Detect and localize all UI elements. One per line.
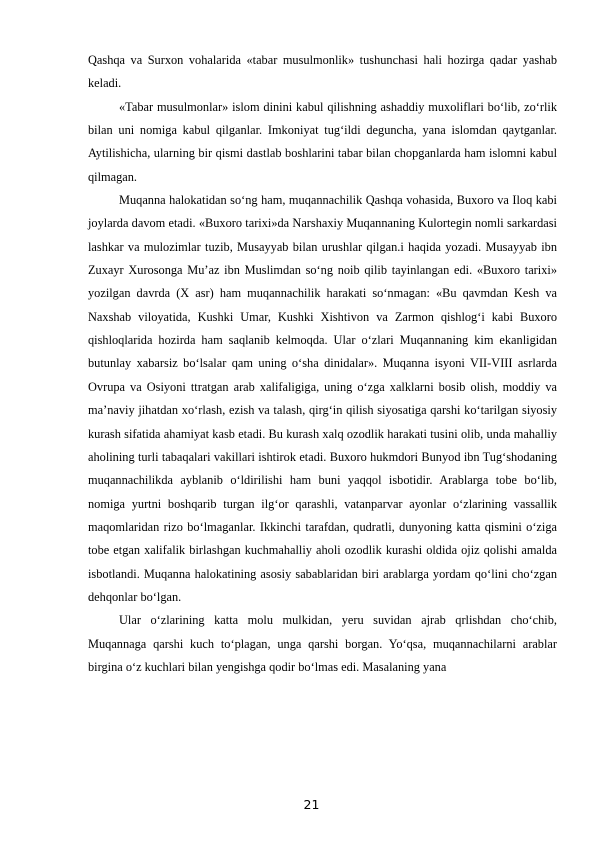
page-number: 21 xyxy=(303,797,320,812)
paragraph-continuation: Qashqa va Surxon vohalarida «tabar musulmonlik» tushunchasi hali hozirga qadar yashab keladi. xyxy=(88,53,557,91)
paragraph-muqanna-halokati: Muqanna halokatidan so‘ng ham, muqannachilik Qashqa vohasida, Buxoro va Iloq kabi joylarda davom etadi. «Buxoro tarixi»da Narshaxiy Muqannaning Kulortegin nomli sarkardasi lashkar va mulozimlar tuzib, Musayyab bilan urushlar qilgan.i haqida yozadi. Musayyab ibn Zuxayr Xurosonga Mu’az ibn Muslimdan so‘ng noib qilib tayinlangan edi. «Buxoro tarixi» yozilgan davrda (X asr) ham muqannachilik harakati so‘nmagan: «Bu qavmdan Kesh va Naxshab viloyatida, Kushki Umar, Kushki Xishtivon va Zarmon qishlog‘i kabi Buxoro qishloqlarida hozirda ham saqlanib kelmoqda. Ular o‘zlari Muqannaning kim ekanligidan butunlay xabarsiz bo‘lsalar qam uning o‘sha dinidalar». Muqanna isyoni VII-VIII asrlarda Ovrupa va Osiyoni ttratgan arab xalifaligiga, uning o‘zga xalklarni bosib olish, moddiy va ma’naviy jihatdan xo‘rlash, ezish va talash, qirg‘in qilish siyosatiga qarshi ko‘tarilgan siyosiy kurash sifatida ahamiyat kasb etadi. Bu kurash xalq ozodlik harakati tusini olib, unda mahalliy aholining turli tabaqalari vakillari ishtirok etadi. Buxoro hukmdori Bunyod ibn Tug‘shodaning muqannachilikda ayblanib o‘ldirilishi ham buni yaqqol isbotidir. Arablarga tobe bo‘lib, nomiga yurtni boshqarib turgan ilg‘or qarashli, vatanparvar ayonlar o‘zlarining vassallik maqomlaridan rizo bo‘lmaganlar. Ikkinchi tarafdan, qudratli, dunyoning katta qismini o‘ziga tobe etgan xalifalik birlashgan kuchmahalliy aholi ozodlik kurashi oldida ojiz qolishi amalda isbotlandi. Muqanna halokatining asosiy sabablaridan biri arablarga yordam qo‘lini cho‘zgan dehqonlar bo‘lgan. xyxy=(88,193,557,604)
paragraph-ular-ozlarining: Ular o‘zlarining katta molu mulkidan, yeru suvidan ajrab qrlishdan cho‘chib, Muqannaga qarshi kuch to‘plagan, unga qarshi borgan. Yo‘qsa, muqannachilarni arablar birgina o‘z kuchlari bilan yengishga qodir bo‘lmas edi. Masalaning yana xyxy=(88,613,557,674)
document-body xyxy=(88,49,557,679)
paragraph-tabar-musulmonlar: «Tabar musulmonlar» islom dinini kabul qilishning ashaddiy muxoliflari bo‘lib, zo‘rlik bilan uni nomiga kabul qilganlar. Imkoniyat tug‘ildi deguncha, yana islomdan qaytganlar. Aytilishicha, ularning bir qismi dastlab boshlarini tabar bilan chopganlarda ham islomni kabul qilmagan. xyxy=(88,99,557,184)
